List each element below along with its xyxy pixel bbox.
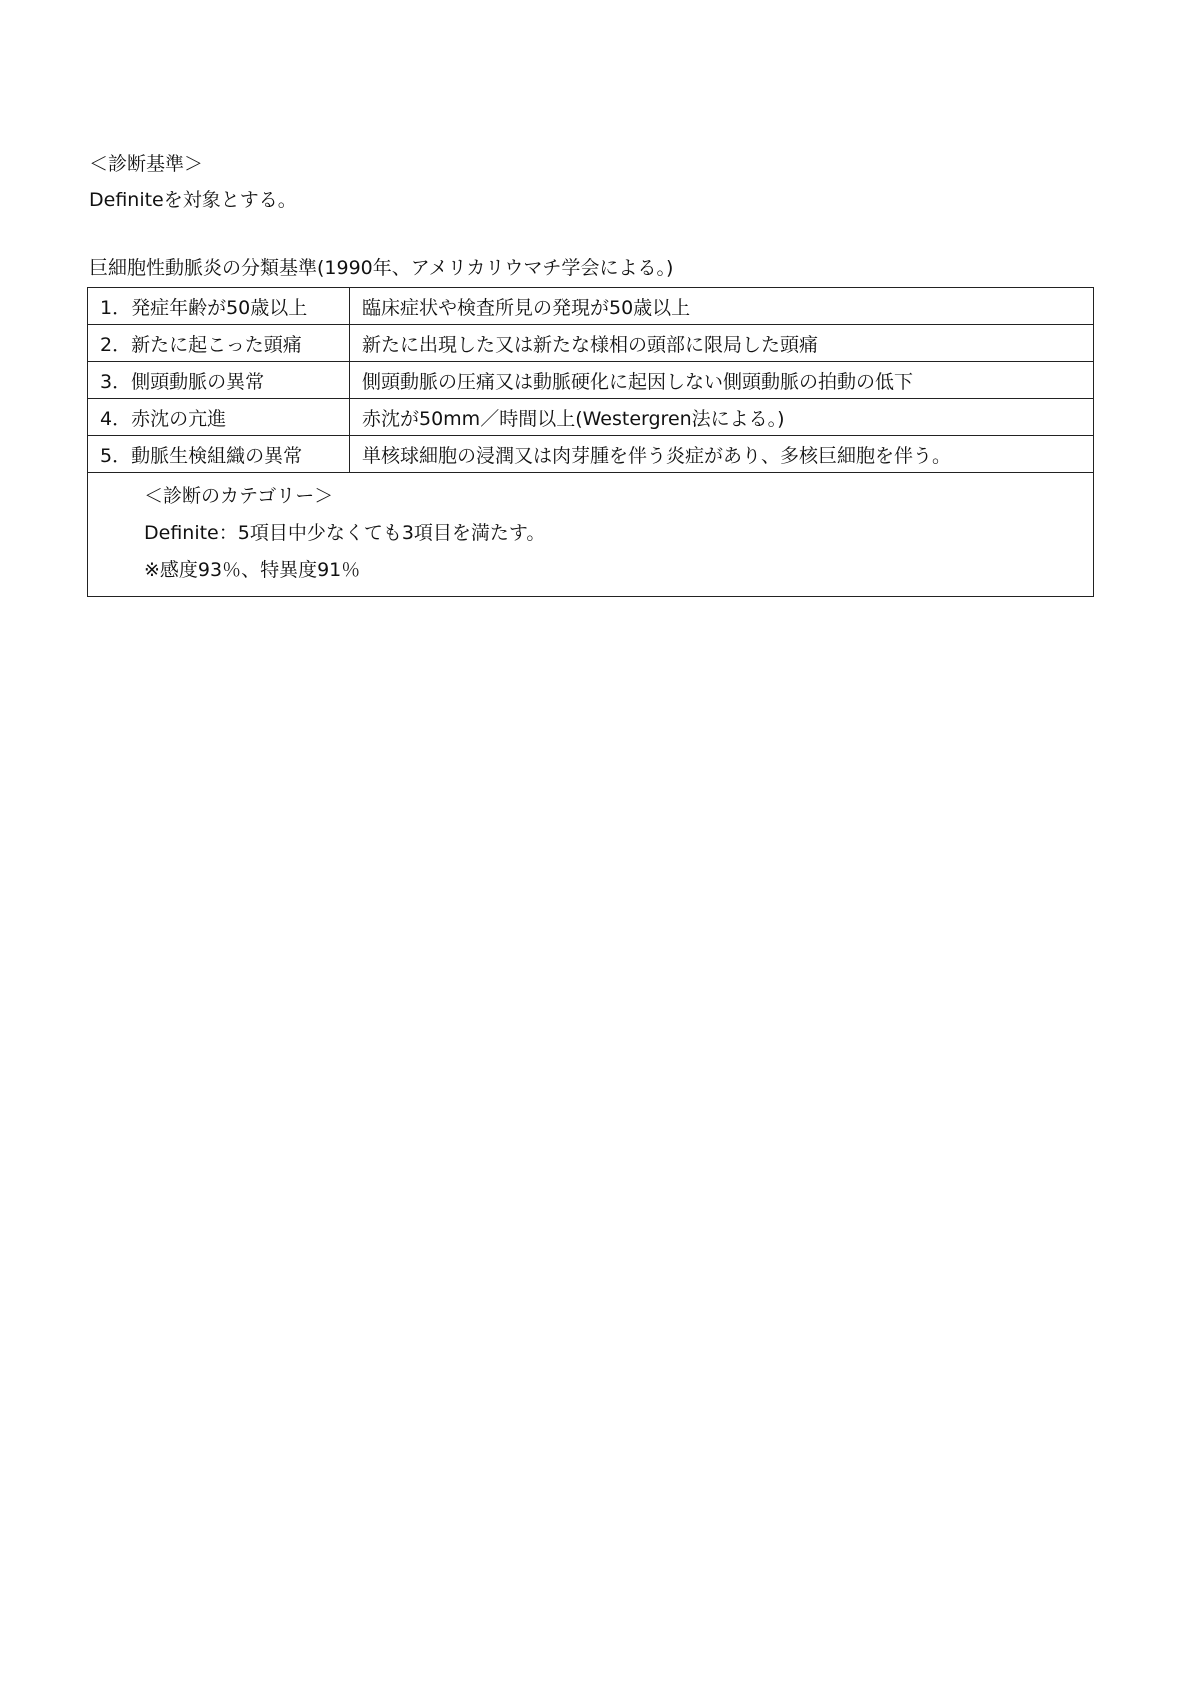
table-row <box>88 325 1094 362</box>
criterion-description: 側頭動脈の圧痛又は動脈硬化に起因しない側頭動脈の拍動の低下 <box>350 362 1094 399</box>
table-row <box>88 436 1094 473</box>
criterion-item: 5．動脈生検組織の異常 <box>88 436 350 473</box>
diagnosis-notes <box>88 473 1094 597</box>
table-row <box>88 399 1094 436</box>
table-row <box>88 288 1094 325</box>
criterion-item: 3．側頭動脈の異常 <box>88 362 350 399</box>
section-heading: ＜診断基準＞ <box>89 153 204 175</box>
criteria-table <box>87 287 1094 597</box>
sensitivity-note: ※感度93％、特異度91％ <box>144 559 361 581</box>
criterion-description: 新たに出現した又は新たな様相の頭部に限局した頭痛 <box>350 325 1094 362</box>
criterion-description: 赤沈が50mm／時間以上(Westergren法による。) <box>350 399 1094 436</box>
category-heading: ＜診断のカテゴリー＞ <box>144 485 334 507</box>
criterion-description: 単核球細胞の浸潤又は肉芽腫を伴う炎症があり、多核巨細胞を伴う。 <box>350 436 1094 473</box>
criterion-item: 2．新たに起こった頭痛 <box>88 325 350 362</box>
criterion-description: 臨床症状や検査所見の発現が50歳以上 <box>350 288 1094 325</box>
target-statement: Definiteを対象とする。 <box>89 189 297 211</box>
table-caption: 巨細胞性動脈炎の分類基準(1990年、アメリカリウマチ学会による。) <box>89 257 674 279</box>
table-row <box>88 362 1094 399</box>
definite-rule: Definite：5項目中少なくても3項目を満たす。 <box>144 522 546 544</box>
criterion-item: 1．発症年齢が50歳以上 <box>88 288 350 325</box>
criterion-item: 4．赤沈の亢進 <box>88 399 350 436</box>
notes-row <box>88 473 1094 597</box>
